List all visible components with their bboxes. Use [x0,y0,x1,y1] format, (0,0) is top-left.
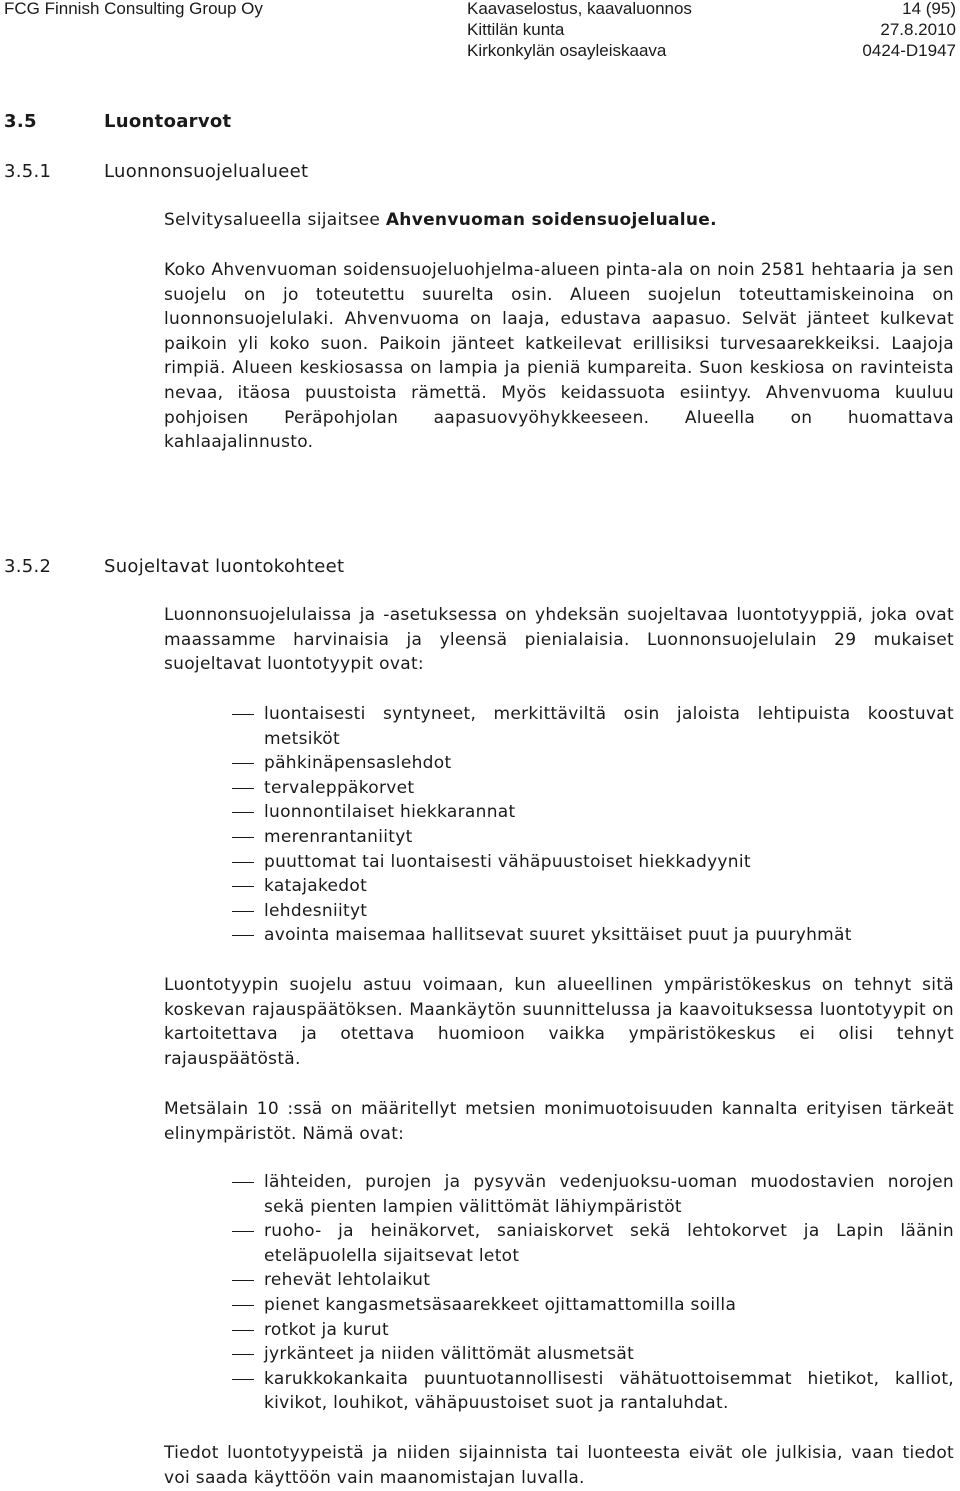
page-header [0,0,960,70]
list-item: luontaisesti syntyneet, merkittäviltä osin jaloista lehtipuista koostuvat metsiköt [232,702,954,751]
header-right [800,0,956,61]
list-item: karukkokankaita puuntuotannollisesti vähätuottoisemmat hietikot, kalliot, kivikot, louhikot, vähäpuustoiset suot ja rantaluhdat. [232,1367,954,1416]
list-item: lähteiden, purojen ja pysyvän vedenjuoksu-uoman muodostavien norojen sekä pienten lampien välittömät lähiympäristöt [232,1170,954,1219]
header-middle [467,0,737,61]
list-item: pähkinäpensaslehdot [232,751,954,776]
plan-name: Kirkonkylän osayleiskaava [467,41,667,60]
list-item: merenrantaniityt [232,825,954,850]
forest-habitat-list [232,1170,954,1416]
list-item: puuttomat tai luontaisesti vähäpuustoiset hiekkadyynit [232,850,954,875]
list-item: lehdesniityt [232,899,954,924]
list-item: tervaleppäkorvet [232,776,954,801]
list-item: rotkot ja kurut [232,1318,954,1343]
description-paragraph: Koko Ahvenvuoman soidensuojeluohjelma-alueen pinta-ala on noin 2581 hehtaaria ja sen suojelu on jo toteutettu suurelta osin. Alueen suojelun toteuttamiskeinoina on luonnonsuojelulaki. Ahvenvuoma on laaja, edustava aapasuo. Selvät jänteet kulkevat paikoin yli koko suon. Paikoin jänteet katkeilevat erillisiksi turvesaarekkeiksi. Laajoja rimpiä. Alueen keskiosassa on lampia ja pieniä kumpareita. Suon keskiosa on ravinteista nevaa, itäosa puustoista rämettä. Myös keidassuota esiintyy. Ahvenvuoma kuuluu pohjoisen Peräpohjolan aapasuovyöhykkeeseen. Alueella on huomattava kahlaajalinnusto. [164,260,954,453]
law-paragraph: Luonnonsuojelulaissa ja -asetuksessa on yhdeksän suojeltavaa luontotyyppiä, joka ovat maassamme harvinaisia ja yleensä pienialaisia. Luonnonsuojelulain 29 mukaiset suojeltavat luontotyypit ovat: [164,605,954,675]
subsection-title: Luonnonsuojelualueet [104,161,309,182]
company-name: FCG Finnish Consulting Group Oy [4,0,263,18]
section-number: 3.5 [4,111,37,132]
page-number: 14 (95) [902,0,956,18]
subsection-heading-1 [4,161,308,182]
forest-act-paragraph: Metsälain 10 :ssä on määritellyt metsien monimuotoisuuden kannalta erityisen tärkeät elinympäristöt. Nämä ovat: [164,1099,954,1144]
section-heading-main [4,111,231,132]
confidentiality-paragraph: Tiedot luontotyypeistä ja niiden sijainnista tai luonteesta eivät ole julkisia, vaan tiedot voi saada käyttöön vain maanomistajan luvalla. [164,1443,954,1488]
document-id: 0424-D1947 [862,41,956,60]
list-item: rehevät lehtolaikut [232,1268,954,1293]
subsection-number: 3.5.2 [4,556,52,577]
section-title: Luontoarvot [104,111,232,132]
list-item: luonnontilaiset hiekkarannat [232,800,954,825]
list-item: avointa maisemaa hallitsevat suuret yksittäiset puut ja puuryhmät [232,923,954,948]
subsection-number: 3.5.1 [4,161,52,182]
habitat-list [232,702,954,948]
list-item: pienet kangasmetsäsaarekkeet ojittamattomilla soilla [232,1293,954,1318]
header-left [4,0,263,19]
protected-area-name: Ahvenvuoman soidensuojelualue. [385,210,717,230]
intro-text: Selvitysalueella sijaitsee [164,210,386,230]
list-item: katajakedot [232,874,954,899]
intro-paragraph [164,208,954,233]
protection-paragraph: Luontotyypin suojelu astuu voimaan, kun alueellinen ympäristökeskus on tehnyt sitä koskevan rajauspäätöksen. Maankäytön suunnittelussa ja kaavoituksessa luontotyypit on kartoitettava ja otettava huomioon vaikka ympäristökeskus ei olisi tehnyt rajauspäätöstä. [164,975,954,1069]
list-item: ruoho- ja heinäkorvet, saniaiskorvet sekä lehtokorvet ja Lapin läänin eteläpuolella sijaitsevat letot [232,1219,954,1268]
list-item: jyrkänteet ja niiden välittömät alusmetsät [232,1342,954,1367]
document-type: Kaavaselostus, kaavaluonnos [467,0,692,18]
subsection-title: Suojeltavat luontokohteet [104,556,345,577]
document-date: 27.8.2010 [880,20,956,39]
subsection-heading-2 [4,556,344,577]
municipality: Kittilän kunta [467,20,565,39]
